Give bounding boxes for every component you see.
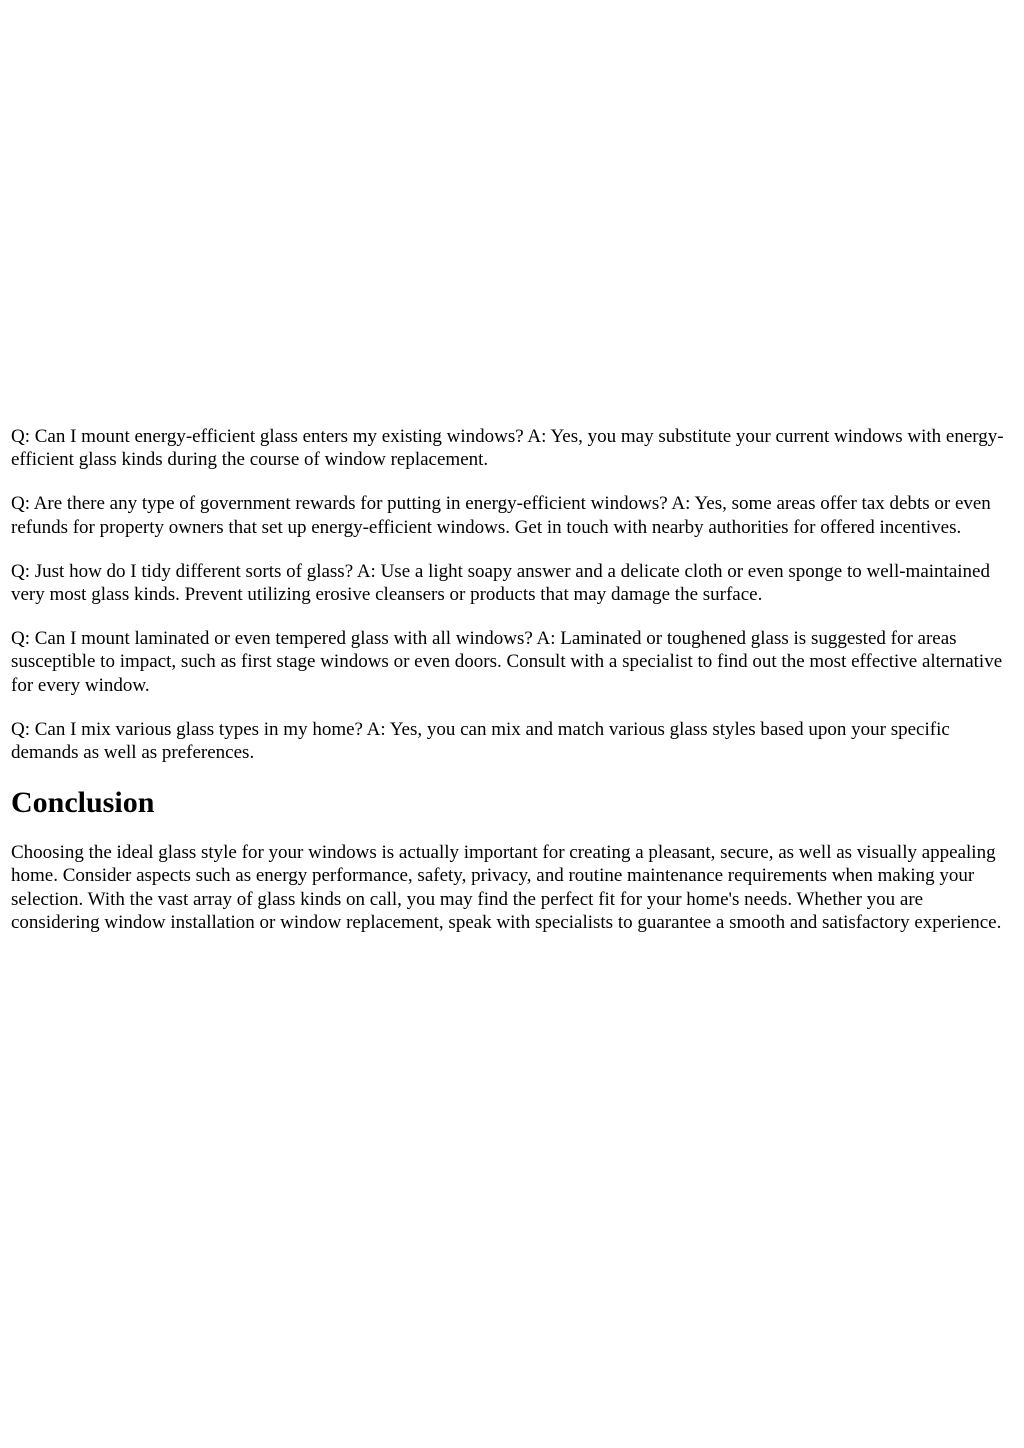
conclusion-heading: Conclusion (11, 786, 155, 820)
article-body (11, 425, 1011, 955)
faq-item-mix-glass-types: Q: Can I mix various glass types in my home? A: Yes, you can mix and match various glass styles based upon your specific demands as well as preferences. (11, 718, 950, 764)
faq-item-cleaning-glass: Q: Just how do I tidy different sorts of glass? A: Use a light soapy answer and a delicate cloth or even sponge to well-maintained very most glass kinds. Prevent utilizing erosive cleansers or products that may damage the surface. (11, 560, 990, 606)
faq-item-government-rewards: Q: Are there any type of government rewards for putting in energy-efficient windows? A: Yes, some areas offer tax debts or even refunds for property owners that set up energy-efficient windows. Get in touch with nearby authorities for offered incentives. (11, 493, 991, 538)
conclusion-paragraph: Choosing the ideal glass style for your windows is actually important for creating a pleasant, secure, as well as visually appealing home. Consider aspects such as energy performance, safety, privacy, and routine maintenance requirements when making your selection. With the vast array of glass kinds on call, you may find the perfect fit for your home's needs. Whether you are considering window installation or window replacement, speak with specialists to guarantee a smooth and satisfactory experience. (11, 842, 1002, 933)
faq-item-energy-efficient-glass: Q: Can I mount energy-efficient glass enters my existing windows? A: Yes, you may substitute your current windows with energy-efficient glass kinds during the course of window replacement. (11, 426, 1004, 471)
faq-item-laminated-tempered-glass: Q: Can I mount laminated or even tempered glass with all windows? A: Laminated or toughened glass is suggested for areas susceptible to impact, such as first stage windows or even doors. Consult with a specialist to find out the most effective alternative for every window. (11, 628, 1003, 696)
faq-section (11, 425, 1011, 764)
